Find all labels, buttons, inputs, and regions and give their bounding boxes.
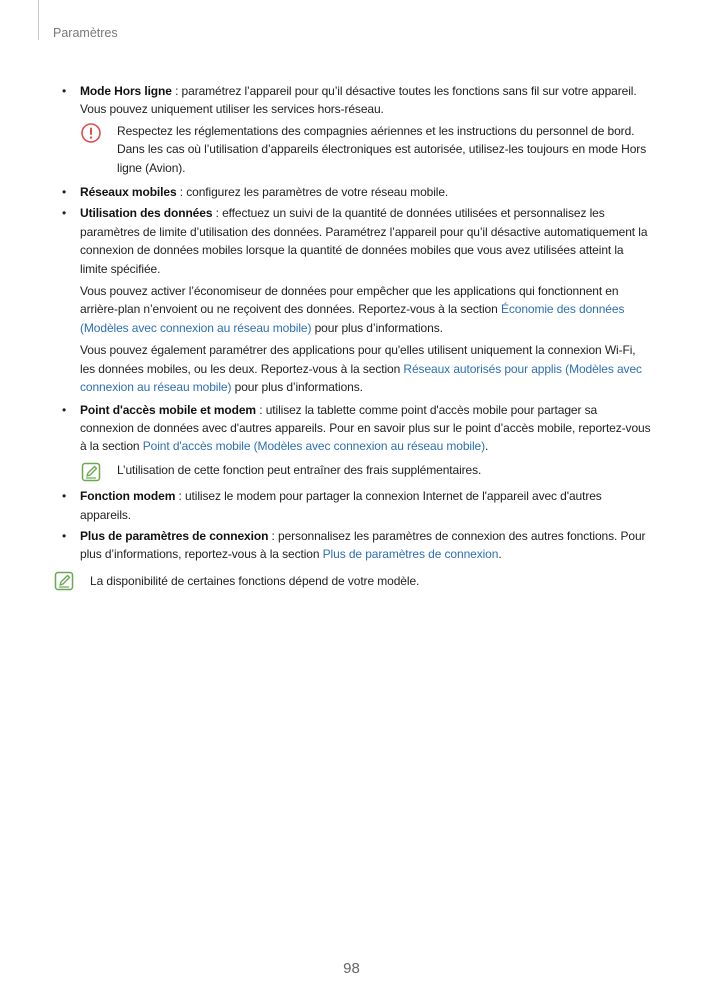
page-number: 98: [343, 960, 360, 977]
data-saver-after: pour plus d’informations.: [311, 320, 443, 335]
note-icon: [80, 461, 102, 483]
section-title: Paramètres: [53, 26, 118, 40]
availability-note: [0, 572, 703, 590]
warning-note-text: Respectez les réglementations des compagnies aériennes et les instructions du personnel de bord. Dans les cas où l’utilisation d’appareils électroniques est autorisée, utilisez-les toujours en mode Hors ligne (Avion).: [117, 123, 647, 175]
data-saver-text: Vous pouvez activer l’économiseur de données pour empêcher que les applications qui fonctionnent en arrière-plan n’envoient ou ne reçoivent des données. Reportez-vous à la section: [80, 284, 619, 317]
data-saver-paragraph: [0, 282, 703, 337]
desc-data-usage: : effectuez un suivi de la quantité de données utilisées et personnalisez les paramètres de limite d’utilisation des données. Paramétrez l’appareil pour qu’il désactive automatiquement la connexion de données mobiles lorsque la quantité de données mobiles que vous avez utilisées atteint la limite spécifiée.: [80, 206, 648, 276]
header-divider-line: [38, 0, 39, 40]
hotspot-note-text: L’utilisation de cette fonction peut entraîner des frais supplémentaires.: [117, 462, 482, 477]
desc-hotspot: : utilisez la tablette comme point d'accès mobile pour partager sa connexion de données avec d'autres appareils. Pour en savoir plus sur le point d’accès mobile, reportez-vous à la section: [80, 402, 651, 454]
link-data-saver[interactable]: Économie des données (Modèles avec connexion au réseau mobile): [80, 302, 625, 335]
term-modem: Fonction modem: [80, 489, 176, 504]
list-item-offline-mode: [0, 82, 703, 119]
allowed-networks-paragraph: [0, 341, 703, 396]
desc-more-settings: : personnalisez les paramètres de connexion des autres fonctions. Pour plus d’informations, reportez-vous à la section: [80, 528, 646, 562]
link-allowed-networks[interactable]: Réseaux autorisés pour applis (Modèles avec connexion au réseau mobile): [80, 361, 642, 395]
allowed-networks-after: pour plus d’informations.: [231, 380, 363, 395]
desc-modem: : utilisez le modem pour partager la connexion Internet de l'appareil avec d'autres appareils.: [80, 489, 602, 522]
desc-offline-mode: : paramétrez l’appareil pour qu’il désactive toutes les fonctions sans fil sur votre appareil. Vous pouvez uniquement utiliser les services hors-réseau.: [80, 84, 637, 117]
list-item-hotspot: [0, 401, 703, 456]
warning-icon: [80, 122, 102, 144]
list-item-modem: [0, 487, 703, 524]
term-mobile-networks: Réseaux mobiles: [80, 185, 177, 200]
term-data-usage: Utilisation des données: [80, 206, 213, 221]
term-hotspot: Point d'accès mobile et modem: [80, 402, 256, 417]
allowed-networks-text: Vous pouvez également paramétrer des applications pour qu'elles utilisent uniquement la connexion Wi-Fi, les données mobiles, ou les deux. Reportez-vous à la section: [80, 343, 636, 376]
list-item-more-settings: [0, 527, 703, 564]
note-icon: [53, 570, 75, 592]
link-hotspot[interactable]: Point d'accès mobile (Modèles avec connexion au réseau mobile): [142, 439, 486, 454]
hotspot-after: .: [485, 439, 489, 454]
term-offline-mode: Mode Hors ligne: [80, 84, 172, 98]
term-more-settings: Plus de paramètres de connexion: [80, 528, 269, 543]
list-item-data-usage: [0, 204, 703, 278]
page-content: [0, 82, 703, 590]
availability-note-text: La disponibilité de certaines fonctions dépend de votre modèle.: [90, 573, 420, 588]
list-item-mobile-networks: [0, 183, 703, 201]
link-more-settings[interactable]: Plus de paramètres de connexion: [322, 547, 499, 562]
hotspot-note: [0, 461, 703, 479]
more-settings-after: .: [498, 547, 502, 562]
warning-note: [0, 122, 703, 177]
desc-mobile-networks: : configurez les paramètres de votre réseau mobile.: [176, 185, 449, 200]
